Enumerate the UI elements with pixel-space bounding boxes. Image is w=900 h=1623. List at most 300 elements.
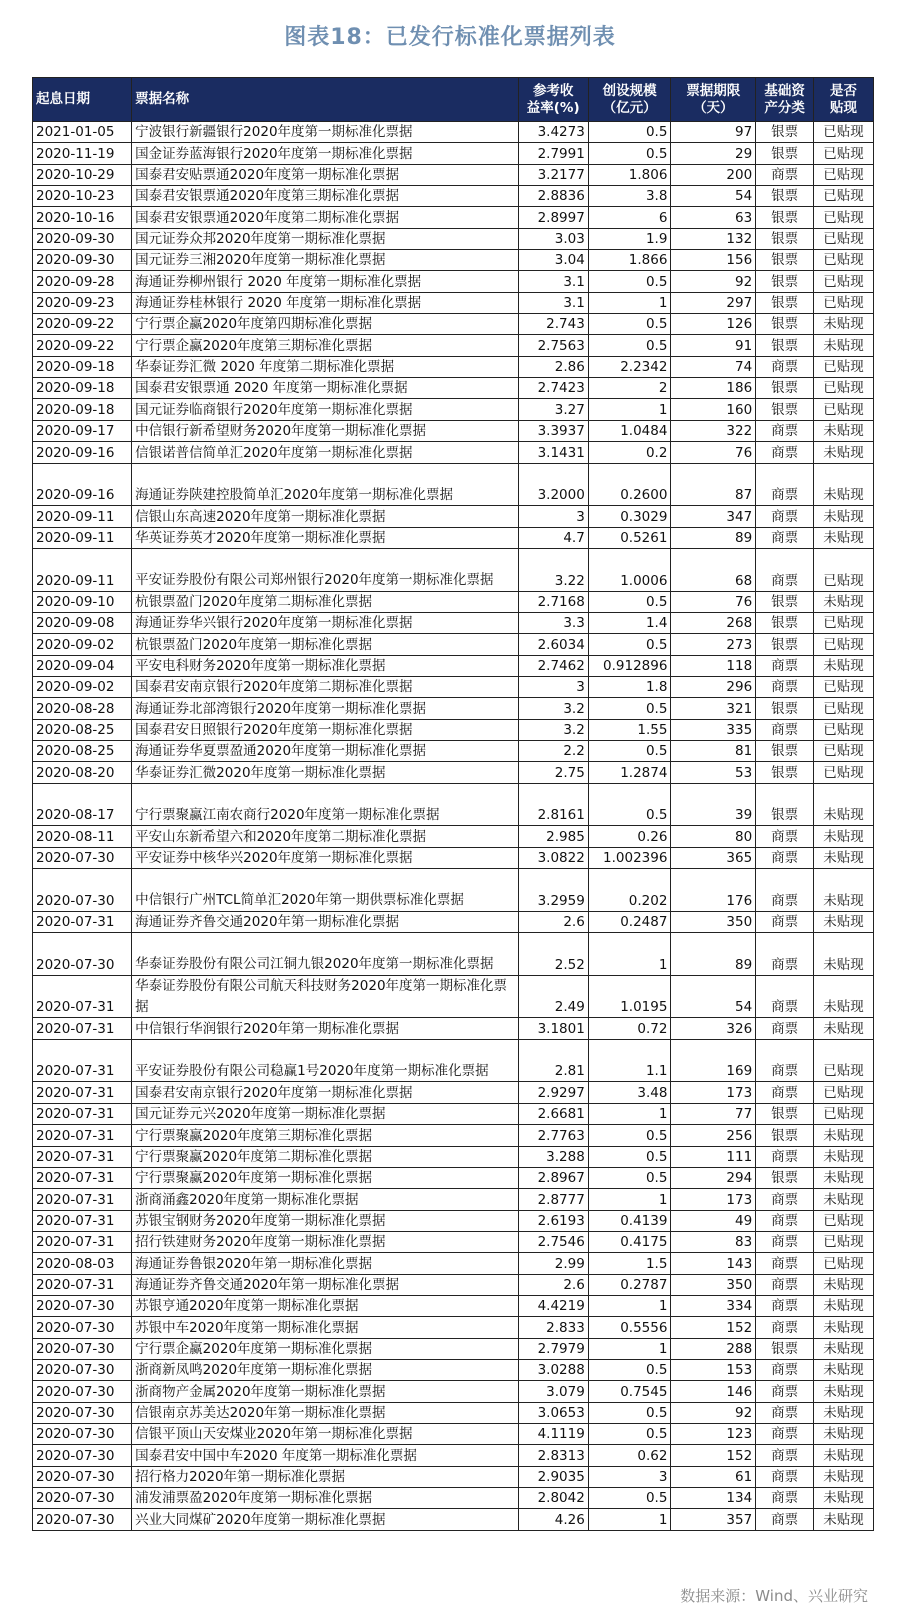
cell-bill-name: 苏银宝钢财务2020年度第一期标准化票据 [132,1210,518,1231]
cell-rate: 3.04 [518,250,588,271]
cell-asset-class: 商票 [756,869,814,912]
cell-date: 2020-07-30 [33,1359,132,1380]
cell-rate: 2.9297 [518,1082,588,1103]
cell-bill-name: 国泰君安银票通 2020 年度第一期标准化票据 [132,378,518,399]
cell-scale: 1.0195 [588,975,671,1018]
cell-term: 294 [671,1167,756,1188]
cell-discounted: 未贴现 [814,1402,874,1423]
cell-scale: 2 [588,378,671,399]
cell-date: 2020-10-29 [33,164,132,185]
table-row [33,506,874,527]
cell-date: 2020-07-30 [33,1423,132,1444]
table-row [33,1466,874,1487]
cell-bill-name: 宁行票企赢2020年度第三期标准化票据 [132,335,518,356]
cell-asset-class: 商票 [756,527,814,548]
cell-term: 288 [671,1338,756,1359]
table-row [33,463,874,506]
cell-bill-name: 信银南京苏美达2020年第一期标准化票据 [132,1402,518,1423]
cell-rate: 2.743 [518,314,588,335]
cell-scale: 0.5 [588,740,671,761]
cell-date: 2020-07-30 [33,1317,132,1338]
cell-rate: 2.985 [518,826,588,847]
cell-bill-name: 国泰君安南京银行2020年度第二期标准化票据 [132,676,518,697]
cell-term: 61 [671,1466,756,1487]
cell-term: 297 [671,292,756,313]
cell-term: 334 [671,1295,756,1316]
page-title: 图表18：已发行标准化票据列表 [284,25,616,50]
table-row [33,122,874,143]
cell-term: 89 [671,527,756,548]
cell-discounted: 已贴现 [814,250,874,271]
cell-date: 2020-07-31 [33,911,132,932]
cell-bill-name: 苏银亨通2020年度第一期标准化票据 [132,1295,518,1316]
cell-rate: 4.7 [518,527,588,548]
cell-scale: 0.5261 [588,527,671,548]
cell-bill-name: 国泰君安南京银行2020年度第一期标准化票据 [132,1082,518,1103]
cell-rate: 3.03 [518,228,588,249]
cell-bill-name: 宁行票企赢2020年度第四期标准化票据 [132,314,518,335]
cell-date: 2020-07-31 [33,975,132,1018]
cell-asset-class: 商票 [756,356,814,377]
header-scale: 创设规模 （亿元） [588,78,671,122]
cell-asset-class: 银票 [756,271,814,292]
cell-date: 2020-09-02 [33,676,132,697]
cell-bill-name: 宁行票聚赢2020年度第三期标准化票据 [132,1125,518,1146]
cell-asset-class: 商票 [756,1381,814,1402]
cell-rate: 2.52 [518,933,588,976]
cell-bill-name: 宁行票聚赢2020年度第二期标准化票据 [132,1146,518,1167]
cell-rate: 3.27 [518,399,588,420]
cell-scale: 1.0006 [588,548,671,591]
cell-bill-name: 浙商新凤鸣2020年度第一期标准化票据 [132,1359,518,1380]
cell-asset-class: 商票 [756,1317,814,1338]
cell-rate: 2.6193 [518,1210,588,1231]
cell-discounted: 未贴现 [814,1466,874,1487]
cell-rate: 2.7423 [518,378,588,399]
cell-scale: 0.2 [588,442,671,463]
cell-scale: 0.5 [588,1488,671,1509]
cell-bill-name: 华泰证券股份有限公司江铜九银2020年度第一期标准化票据 [132,933,518,976]
table-header-row [33,78,874,122]
cell-discounted: 已贴现 [814,186,874,207]
table-row [33,1402,874,1423]
cell-date: 2020-07-30 [33,1338,132,1359]
cell-date: 2020-09-18 [33,378,132,399]
table-row [33,228,874,249]
cell-scale: 3.8 [588,186,671,207]
cell-bill-name: 信银平顶山天安煤业2020年第一期标准化票据 [132,1423,518,1444]
cell-asset-class: 银票 [756,207,814,228]
cell-asset-class: 商票 [756,719,814,740]
cell-rate: 2.99 [518,1253,588,1274]
cell-asset-class: 银票 [756,292,814,313]
cell-discounted: 未贴现 [814,783,874,826]
cell-rate: 3.2177 [518,164,588,185]
cell-rate: 3.3937 [518,420,588,441]
cell-term: 256 [671,1125,756,1146]
cell-discounted: 未贴现 [814,1295,874,1316]
cell-scale: 1 [588,1509,671,1530]
cell-rate: 3.22 [518,548,588,591]
cell-scale: 1.866 [588,250,671,271]
cell-bill-name: 浙商涌鑫2020年度第一期标准化票据 [132,1189,518,1210]
cell-scale: 0.5 [588,1146,671,1167]
cell-asset-class: 商票 [756,1359,814,1380]
cell-bill-name: 平安证券股份有限公司郑州银行2020年度第一期标准化票据 [132,548,518,591]
cell-bill-name: 海通证券华夏票盈通2020年度第一期标准化票据 [132,740,518,761]
cell-scale: 0.5556 [588,1317,671,1338]
cell-bill-name: 平安电科财务2020年度第一期标准化票据 [132,655,518,676]
cell-term: 169 [671,1039,756,1082]
cell-term: 176 [671,869,756,912]
cell-bill-name: 宁行票聚赢2020年度第一期标准化票据 [132,1167,518,1188]
cell-date: 2020-08-17 [33,783,132,826]
cell-discounted: 已贴现 [814,122,874,143]
cell-discounted: 已贴现 [814,1039,874,1082]
cell-bill-name: 苏银中车2020年度第一期标准化票据 [132,1317,518,1338]
cell-discounted: 未贴现 [814,1018,874,1039]
cell-discounted: 未贴现 [814,1125,874,1146]
cell-bill-name: 中信银行华润银行2020年第一期标准化票据 [132,1018,518,1039]
cell-asset-class: 商票 [756,1509,814,1530]
table-row [33,207,874,228]
cell-scale: 0.72 [588,1018,671,1039]
cell-date: 2020-07-31 [33,1146,132,1167]
cell-discounted: 未贴现 [814,655,874,676]
table-row [33,399,874,420]
table-row [33,314,874,335]
cell-rate: 3.2 [518,698,588,719]
cell-asset-class: 商票 [756,1231,814,1252]
cell-term: 53 [671,762,756,783]
cell-bill-name: 海通证券齐鲁交通2020年第一期标准化票据 [132,1274,518,1295]
cell-discounted: 已贴现 [814,762,874,783]
table-row [33,1423,874,1444]
cell-rate: 2.8161 [518,783,588,826]
cell-discounted: 未贴现 [814,869,874,912]
cell-term: 357 [671,1509,756,1530]
cell-term: 152 [671,1445,756,1466]
cell-term: 91 [671,335,756,356]
table-row [33,1167,874,1188]
cell-discounted: 已贴现 [814,1253,874,1274]
cell-asset-class: 商票 [756,1146,814,1167]
cell-term: 146 [671,1381,756,1402]
cell-term: 173 [671,1082,756,1103]
cell-asset-class: 商票 [756,1423,814,1444]
cell-asset-class: 银票 [756,634,814,655]
cell-term: 74 [671,356,756,377]
cell-asset-class: 商票 [756,463,814,506]
cell-date: 2020-07-31 [33,1167,132,1188]
cell-date: 2020-07-30 [33,869,132,912]
table-row [33,1253,874,1274]
cell-date: 2020-07-31 [33,1125,132,1146]
cell-asset-class: 商票 [756,1210,814,1231]
cell-bill-name: 平安证券中核华兴2020年度第一期标准化票据 [132,847,518,868]
cell-bill-name: 海通证券齐鲁交通2020年第一期标准化票据 [132,911,518,932]
cell-date: 2020-07-31 [33,1274,132,1295]
cell-bill-name: 兴业大同煤矿2020年度第一期标准化票据 [132,1509,518,1530]
cell-discounted: 已贴现 [814,143,874,164]
cell-discounted: 未贴现 [814,527,874,548]
cell-term: 350 [671,1274,756,1295]
cell-term: 118 [671,655,756,676]
cell-rate: 4.4219 [518,1295,588,1316]
cell-term: 296 [671,676,756,697]
cell-scale: 1.55 [588,719,671,740]
cell-scale: 0.5 [588,271,671,292]
cell-bill-name: 国泰君安日照银行2020年度第一期标准化票据 [132,719,518,740]
cell-discounted: 已贴现 [814,1082,874,1103]
cell-term: 87 [671,463,756,506]
cell-scale: 0.2600 [588,463,671,506]
cell-bill-name: 国元证券临商银行2020年度第一期标准化票据 [132,399,518,420]
cell-scale: 0.5 [588,143,671,164]
cell-date: 2020-09-17 [33,420,132,441]
source-note: 数据来源：Wind、兴业研究 [680,1587,868,1605]
cell-date: 2020-08-11 [33,826,132,847]
cell-asset-class: 银票 [756,399,814,420]
cell-date: 2020-08-03 [33,1253,132,1274]
cell-asset-class: 银票 [756,335,814,356]
cell-bill-name: 海通证券陕建控股简单汇2020年度第一期标准化票据 [132,463,518,506]
cell-term: 134 [671,1488,756,1509]
cell-scale: 0.4175 [588,1231,671,1252]
cell-term: 81 [671,740,756,761]
cell-rate: 3.1431 [518,442,588,463]
cell-discounted: 未贴现 [814,1338,874,1359]
cell-term: 63 [671,207,756,228]
cell-rate: 3.2 [518,719,588,740]
cell-term: 322 [671,420,756,441]
cell-asset-class: 银票 [756,250,814,271]
cell-asset-class: 商票 [756,911,814,932]
cell-rate: 2.6681 [518,1103,588,1124]
cell-scale: 0.5 [588,1359,671,1380]
cell-bill-name: 华泰证券股份有限公司航天科技财务2020年度第一期标准化票据 [132,975,518,1018]
cell-date: 2020-09-11 [33,506,132,527]
cell-scale: 0.26 [588,826,671,847]
header-rate: 参考收 益率(%) [518,78,588,122]
cell-discounted: 已贴现 [814,698,874,719]
table-row [33,869,874,912]
cell-rate: 4.1119 [518,1423,588,1444]
cell-asset-class: 银票 [756,1167,814,1188]
cell-rate: 2.49 [518,975,588,1018]
table-row [33,847,874,868]
cell-term: 350 [671,911,756,932]
table-row [33,420,874,441]
cell-bill-name: 华英证券英才2020年度第一期标准化票据 [132,527,518,548]
cell-date: 2020-07-30 [33,1295,132,1316]
cell-date: 2020-09-16 [33,463,132,506]
cell-discounted: 未贴现 [814,1274,874,1295]
table-row [33,1295,874,1316]
cell-bill-name: 国元证券元兴2020年度第一期标准化票据 [132,1103,518,1124]
cell-rate: 2.9035 [518,1466,588,1487]
cell-scale: 0.2487 [588,911,671,932]
cell-term: 152 [671,1317,756,1338]
table-row [33,911,874,932]
cell-term: 186 [671,378,756,399]
cell-term: 89 [671,933,756,976]
cell-scale: 0.4139 [588,1210,671,1231]
table-row [33,1210,874,1231]
cell-scale: 0.5 [588,1125,671,1146]
cell-asset-class: 银票 [756,186,814,207]
cell-term: 335 [671,719,756,740]
table-row [33,1082,874,1103]
cell-bill-name: 中信银行新希望财务2020年度第一期标准化票据 [132,420,518,441]
cell-rate: 2.8997 [518,207,588,228]
cell-discounted: 已贴现 [814,399,874,420]
cell-date: 2020-08-20 [33,762,132,783]
cell-asset-class: 商票 [756,847,814,868]
cell-term: 153 [671,1359,756,1380]
cell-bill-name: 海通证券华兴银行2020年度第一期标准化票据 [132,612,518,633]
cell-date: 2020-07-31 [33,1039,132,1082]
table-row [33,1146,874,1167]
cell-discounted: 已贴现 [814,378,874,399]
cell-bill-name: 国泰君安银票通2020年度第二期标准化票据 [132,207,518,228]
cell-date: 2020-08-25 [33,719,132,740]
cell-discounted: 未贴现 [814,335,874,356]
cell-date: 2020-09-30 [33,228,132,249]
cell-scale: 1.8 [588,676,671,697]
cell-date: 2020-07-30 [33,1466,132,1487]
cell-bill-name: 信银诺普信简单汇2020年度第一期标准化票据 [132,442,518,463]
cell-term: 123 [671,1423,756,1444]
cell-term: 321 [671,698,756,719]
cell-rate: 2.833 [518,1317,588,1338]
cell-rate: 3.3 [518,612,588,633]
cell-scale: 0.5 [588,314,671,335]
cell-discounted: 未贴现 [814,463,874,506]
cell-bill-name: 中信银行广州TCL简单汇2020年第一期供票标准化票据 [132,869,518,912]
cell-term: 347 [671,506,756,527]
cell-date: 2020-07-30 [33,1402,132,1423]
cell-rate: 2.6 [518,911,588,932]
cell-term: 126 [671,314,756,335]
cell-bill-name: 招行格力2020年第一期标准化票据 [132,1466,518,1487]
header-date: 起息日期 [33,78,132,122]
cell-term: 77 [671,1103,756,1124]
cell-date: 2020-07-31 [33,1018,132,1039]
cell-discounted: 未贴现 [814,847,874,868]
header-term: 票据期限 （天） [671,78,756,122]
cell-date: 2020-09-04 [33,655,132,676]
cell-bill-name: 招行铁建财务2020年度第一期标准化票据 [132,1231,518,1252]
cell-rate: 3.1 [518,292,588,313]
cell-scale: 0.5 [588,591,671,612]
table-row [33,676,874,697]
cell-date: 2020-09-18 [33,399,132,420]
table-row [33,1018,874,1039]
cell-term: 365 [671,847,756,868]
cell-bill-name: 海通证券鲁银2020年第一期标准化票据 [132,1253,518,1274]
cell-asset-class: 商票 [756,1295,814,1316]
cell-discounted: 未贴现 [814,1488,874,1509]
cell-asset-class: 银票 [756,1103,814,1124]
table-row [33,1338,874,1359]
header-discounted: 是否 贴现 [814,78,874,122]
cell-discounted: 未贴现 [814,506,874,527]
cell-rate: 2.7763 [518,1125,588,1146]
cell-term: 160 [671,399,756,420]
cell-date: 2020-09-10 [33,591,132,612]
cell-date: 2020-07-31 [33,1103,132,1124]
cell-date: 2020-07-31 [33,1231,132,1252]
cell-asset-class: 商票 [756,933,814,976]
cell-bill-name: 浦发浦票盈2020年度第一期标准化票据 [132,1488,518,1509]
cell-scale: 1.806 [588,164,671,185]
cell-discounted: 已贴现 [814,164,874,185]
cell-scale: 0.5 [588,1423,671,1444]
cell-term: 200 [671,164,756,185]
cell-bill-name: 杭银票盈门2020年度第一期标准化票据 [132,634,518,655]
cell-asset-class: 银票 [756,1338,814,1359]
cell-rate: 2.6 [518,1274,588,1295]
cell-discounted: 已贴现 [814,1231,874,1252]
cell-scale: 0.5 [588,122,671,143]
cell-scale: 0.62 [588,1445,671,1466]
cell-discounted: 未贴现 [814,1509,874,1530]
cell-rate: 2.8042 [518,1488,588,1509]
cell-bill-name: 国金证券蓝海银行2020年度第一期标准化票据 [132,143,518,164]
cell-rate: 3 [518,676,588,697]
cell-date: 2020-09-28 [33,271,132,292]
cell-date: 2020-07-30 [33,1509,132,1530]
table-row [33,719,874,740]
table-row [33,1317,874,1338]
cell-date: 2020-09-22 [33,335,132,356]
table-row [33,1039,874,1082]
cell-asset-class: 商票 [756,1466,814,1487]
table-row [33,826,874,847]
cell-asset-class: 商票 [756,826,814,847]
cell-discounted: 已贴现 [814,612,874,633]
cell-asset-class: 银票 [756,612,814,633]
cell-asset-class: 商票 [756,548,814,591]
cell-date: 2020-09-22 [33,314,132,335]
cell-rate: 3.2000 [518,463,588,506]
cell-term: 68 [671,548,756,591]
cell-rate: 2.8777 [518,1189,588,1210]
cell-bill-name: 海通证券桂林银行 2020 年度第一期标准化票据 [132,292,518,313]
cell-scale: 1.4 [588,612,671,633]
cell-scale: 1 [588,1189,671,1210]
cell-discounted: 已贴现 [814,1210,874,1231]
cell-asset-class: 银票 [756,740,814,761]
cell-asset-class: 商票 [756,1402,814,1423]
cell-asset-class: 银票 [756,228,814,249]
cell-rate: 2.86 [518,356,588,377]
cell-scale: 0.7545 [588,1381,671,1402]
bills-table [32,77,874,1531]
cell-discounted: 未贴现 [814,1317,874,1338]
cell-bill-name: 华泰证券汇微2020年度第一期标准化票据 [132,762,518,783]
cell-rate: 3.288 [518,1146,588,1167]
cell-discounted: 未贴现 [814,442,874,463]
cell-asset-class: 商票 [756,1189,814,1210]
cell-bill-name: 平安证券股份有限公司稳赢1号2020年度第一期标准化票据 [132,1039,518,1082]
table-row [33,634,874,655]
cell-date: 2020-07-30 [33,1488,132,1509]
table-row [33,164,874,185]
cell-date: 2020-10-16 [33,207,132,228]
cell-rate: 2.8967 [518,1167,588,1188]
